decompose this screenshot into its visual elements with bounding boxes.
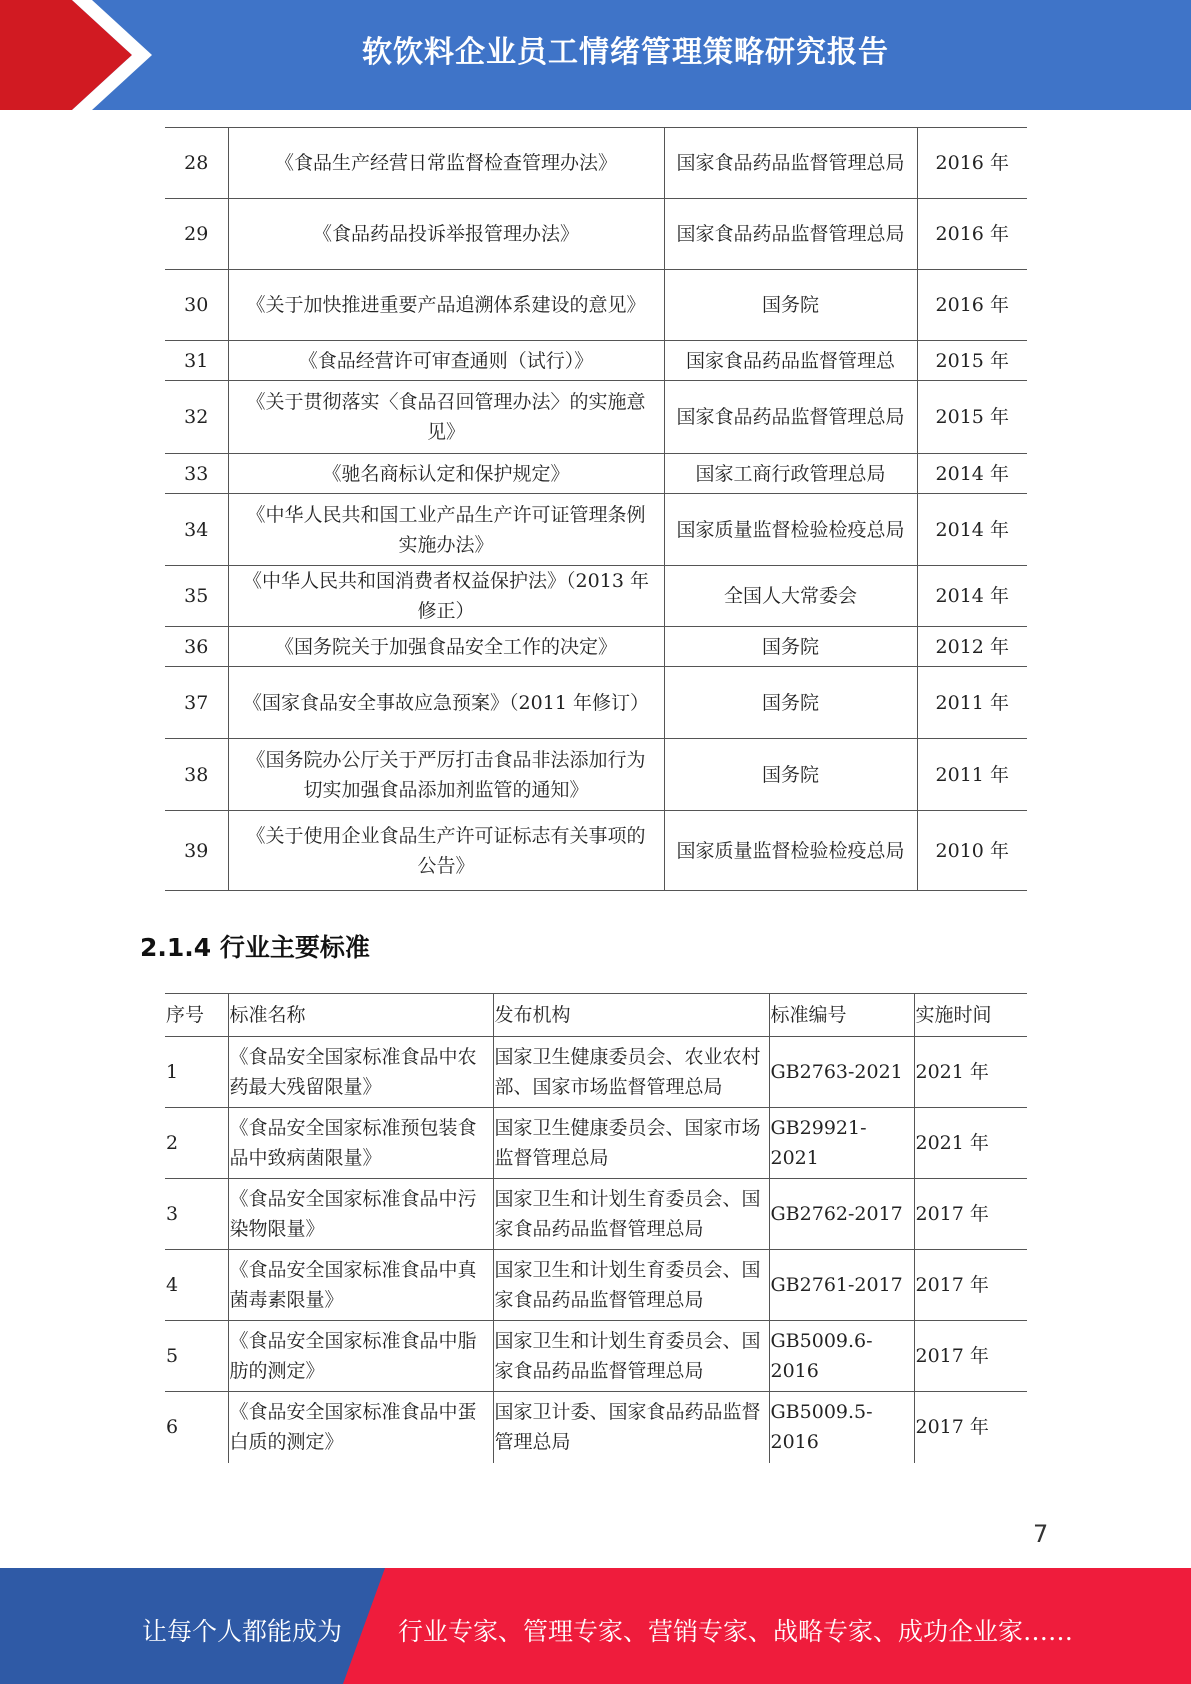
table-row (165, 739, 1027, 811)
row-number: 5 (165, 1321, 228, 1392)
section-heading: 2.1.4 行业主要标准 (140, 933, 370, 962)
regulation-name: 《食品药品投诉举报管理办法》 (228, 199, 664, 270)
issuer: 国务院 (664, 270, 917, 341)
issuer: 国家卫生和计划生育委员会、国家食品药品监督管理总局 (493, 1179, 769, 1250)
table-header-row (165, 994, 1027, 1037)
row-number: 28 (165, 128, 228, 199)
issuer: 国家质量监督检验检疫总局 (664, 811, 917, 891)
row-number: 34 (165, 494, 228, 566)
table-row (165, 1037, 1027, 1108)
header-cell: 标准名称 (228, 994, 493, 1037)
year: 2016 年 (917, 128, 1027, 199)
year: 2014 年 (917, 454, 1027, 494)
table-row (165, 270, 1027, 341)
table-row (165, 341, 1027, 381)
page-header (0, 0, 1191, 110)
issuer: 国家食品药品监督管理总局 (664, 381, 917, 454)
standard-code: GB2762-2017 (769, 1179, 914, 1250)
year: 2014 年 (917, 566, 1027, 627)
row-number: 38 (165, 739, 228, 811)
issuer: 国家食品药品监督管理总局 (664, 128, 917, 199)
header-cell: 标准编号 (769, 994, 914, 1037)
issuer: 国家卫生健康委员会、农业农村部、国家市场监督管理总局 (493, 1037, 769, 1108)
row-number: 1 (165, 1037, 228, 1108)
standard-code: GB29921-2021 (769, 1108, 914, 1179)
effective-date: 2017 年 (914, 1179, 1027, 1250)
table-row (165, 1179, 1027, 1250)
row-number: 6 (165, 1392, 228, 1463)
footer-slogan-right: 行业专家、管理专家、营销专家、战略专家、成功企业家…… (398, 1617, 1074, 1646)
regulation-name: 《中华人民共和国消费者权益保护法》（2013 年修正） (228, 566, 664, 627)
row-number: 37 (165, 667, 228, 739)
row-number: 32 (165, 381, 228, 454)
row-number: 35 (165, 566, 228, 627)
issuer: 国家食品药品监督管理总局 (664, 199, 917, 270)
regulation-name: 《食品生产经营日常监督检查管理办法》 (228, 128, 664, 199)
page-number: 7 (1033, 1520, 1049, 1548)
year: 2011 年 (917, 667, 1027, 739)
standard-name: 《食品安全国家标准食品中农药最大残留限量》 (228, 1037, 493, 1108)
year: 2016 年 (917, 270, 1027, 341)
standard-name: 《食品安全国家标准食品中污染物限量》 (228, 1179, 493, 1250)
standard-code: GB5009.5-2016 (769, 1392, 914, 1463)
effective-date: 2017 年 (914, 1250, 1027, 1321)
table-row (165, 494, 1027, 566)
issuer: 国家卫生和计划生育委员会、国家食品药品监督管理总局 (493, 1321, 769, 1392)
row-number: 3 (165, 1179, 228, 1250)
regulation-name: 《国务院办公厅关于严厉打击食品非法添加行为切实加强食品添加剂监管的通知》 (228, 739, 664, 811)
standard-name: 《食品安全国家标准预包装食品中致病菌限量》 (228, 1108, 493, 1179)
regulation-name: 《食品经营许可审查通则（试行）》 (228, 341, 664, 381)
table-row (165, 627, 1027, 667)
issuer: 国务院 (664, 739, 917, 811)
year: 2011 年 (917, 739, 1027, 811)
footer-slogan-left: 让每个人都能成为 (142, 1617, 343, 1646)
year: 2010 年 (917, 811, 1027, 891)
issuer: 国家卫生和计划生育委员会、国家食品药品监督管理总局 (493, 1250, 769, 1321)
table-row (165, 1321, 1027, 1392)
header-cell: 发布机构 (493, 994, 769, 1037)
issuer: 国家卫计委、国家食品药品监督管理总局 (493, 1392, 769, 1463)
standard-name: 《食品安全国家标准食品中真菌毒素限量》 (228, 1250, 493, 1321)
standard-code: GB5009.6-2016 (769, 1321, 914, 1392)
effective-date: 2021 年 (914, 1108, 1027, 1179)
row-number: 29 (165, 199, 228, 270)
report-title: 软饮料企业员工情绪管理策略研究报告 (362, 35, 889, 70)
page-footer (0, 1568, 1191, 1684)
standard-code: GB2761-2017 (769, 1250, 914, 1321)
year: 2014 年 (917, 494, 1027, 566)
issuer: 国家食品药品监督管理总 (664, 341, 917, 381)
standard-code: GB2763-2021 (769, 1037, 914, 1108)
issuer: 国家质量监督检验检疫总局 (664, 494, 917, 566)
issuer: 国家卫生健康委员会、国家市场监督管理总局 (493, 1108, 769, 1179)
effective-date: 2021 年 (914, 1037, 1027, 1108)
issuer: 全国人大常委会 (664, 566, 917, 627)
standard-name: 《食品安全国家标准食品中蛋白质的测定》 (228, 1392, 493, 1463)
regulation-name: 《国家食品安全事故应急预案》（2011 年修订） (228, 667, 664, 739)
regulations-table (165, 127, 1027, 891)
header-cell: 序号 (165, 994, 228, 1037)
row-number: 31 (165, 341, 228, 381)
table-row (165, 566, 1027, 627)
effective-date: 2017 年 (914, 1321, 1027, 1392)
row-number: 4 (165, 1250, 228, 1321)
table-row (165, 454, 1027, 494)
regulation-name: 《关于使用企业食品生产许可证标志有关事项的公告》 (228, 811, 664, 891)
table-row (165, 381, 1027, 454)
row-number: 36 (165, 627, 228, 667)
row-number: 30 (165, 270, 228, 341)
standards-table (165, 993, 1027, 1463)
regulation-name: 《驰名商标认定和保护规定》 (228, 454, 664, 494)
standard-name: 《食品安全国家标准食品中脂肪的测定》 (228, 1321, 493, 1392)
issuer: 国务院 (664, 627, 917, 667)
regulation-name: 《中华人民共和国工业产品生产许可证管理条例实施办法》 (228, 494, 664, 566)
regulation-name: 《关于贯彻落实〈食品召回管理办法〉的实施意见》 (228, 381, 664, 454)
table-row (165, 1250, 1027, 1321)
issuer: 国家工商行政管理总局 (664, 454, 917, 494)
table-row (165, 811, 1027, 891)
table-row (165, 199, 1027, 270)
year: 2015 年 (917, 341, 1027, 381)
row-number: 33 (165, 454, 228, 494)
regulation-name: 《国务院关于加强食品安全工作的决定》 (228, 627, 664, 667)
row-number: 2 (165, 1108, 228, 1179)
effective-date: 2017 年 (914, 1392, 1027, 1463)
year: 2012 年 (917, 627, 1027, 667)
row-number: 39 (165, 811, 228, 891)
regulation-name: 《关于加快推进重要产品追溯体系建设的意见》 (228, 270, 664, 341)
year: 2016 年 (917, 199, 1027, 270)
year: 2015 年 (917, 381, 1027, 454)
issuer: 国务院 (664, 667, 917, 739)
table-row (165, 128, 1027, 199)
table-row (165, 1392, 1027, 1463)
header-cell: 实施时间 (914, 994, 1027, 1037)
table-row (165, 667, 1027, 739)
table-row (165, 1108, 1027, 1179)
